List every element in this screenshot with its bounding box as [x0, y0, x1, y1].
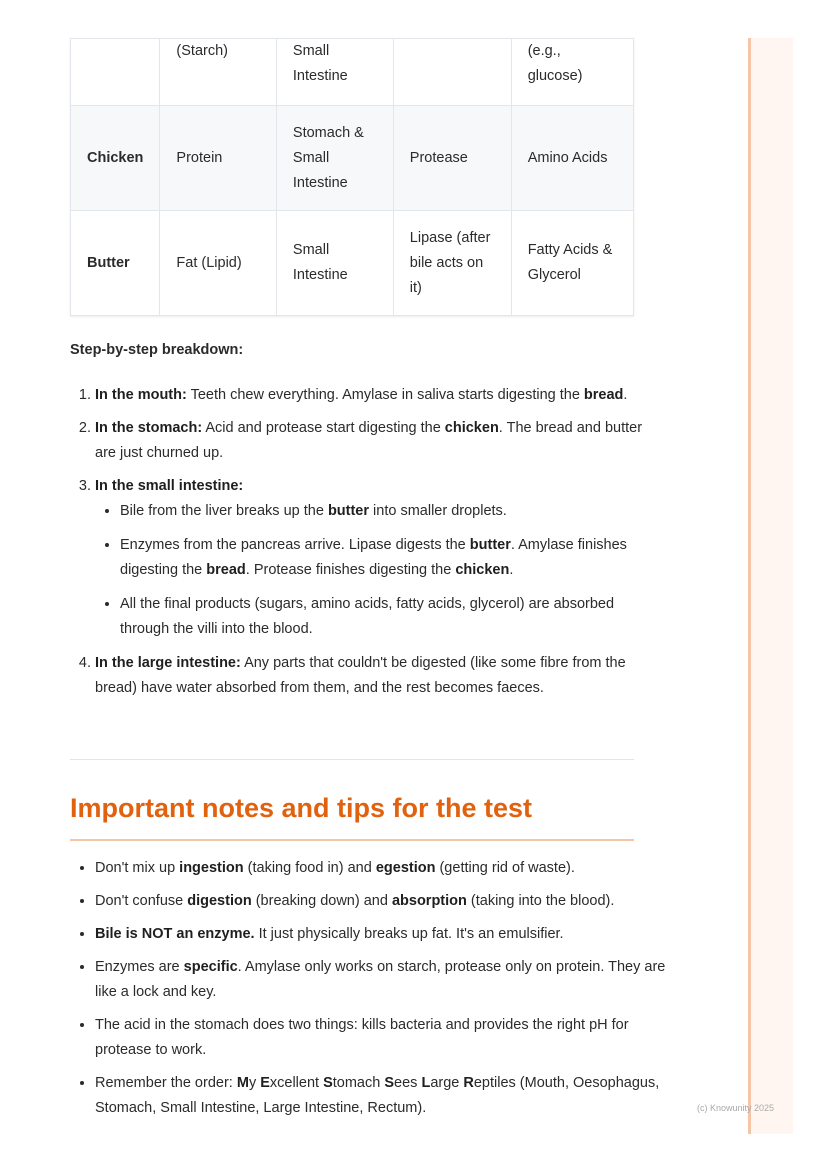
table-cell-food	[71, 39, 160, 106]
step-small-intestine	[95, 474, 665, 642]
page-side-strip	[748, 38, 793, 1134]
list-item	[95, 955, 675, 1005]
table-cell-enzyme: Lipase (after bile acts on it)	[393, 211, 511, 316]
breakdown-steps	[70, 383, 665, 709]
tip-text: eptiles	[473, 1075, 516, 1091]
mnemonic-letter: L	[421, 1075, 431, 1091]
table-cell-product: (e.g., glucose)	[511, 39, 633, 106]
table-cell-food: Chicken	[71, 106, 160, 211]
list-item	[95, 1071, 675, 1121]
step-bold: butter	[469, 537, 511, 553]
step-bold: bread	[206, 562, 246, 578]
tip-text: arge	[430, 1075, 464, 1091]
list-item	[95, 922, 675, 947]
tip-bold: absorption	[391, 893, 467, 909]
tip-text: (taking food in) and	[243, 860, 376, 876]
heading-underline	[70, 839, 634, 841]
tip-text: tomach	[332, 1075, 385, 1091]
step-stomach	[95, 416, 665, 466]
tip-text: (getting rid of waste).	[435, 860, 575, 876]
table-cell-nutrient: Protein	[160, 106, 276, 211]
tip-text: Don't mix up	[95, 860, 180, 876]
list-item	[95, 1013, 675, 1063]
tip-bold: ingestion	[179, 860, 244, 876]
list-item	[95, 889, 675, 914]
section-divider	[70, 759, 634, 760]
step-label: In the large intestine:	[95, 655, 241, 671]
mnemonic-letter: M	[236, 1075, 249, 1091]
table-cell-where: Small Intestine	[276, 39, 393, 106]
table-cell-enzyme	[393, 39, 511, 106]
step-label: In the stomach:	[95, 420, 203, 436]
mnemonic-letter: S	[384, 1075, 395, 1091]
tip-text: The acid in the stomach does two things: kills bacteria and provides the right pH for protease to work.	[95, 1017, 629, 1058]
step-text: Acid and protease start digesting the	[202, 420, 445, 436]
tip-bold: egestion	[375, 860, 436, 876]
tip-text: (breaking down) and	[251, 893, 392, 909]
mnemonic-letter: E	[260, 1075, 270, 1091]
tip-text: (Mouth, Oesophagus, Stomach, Small Intestine, Large Intestine, Rectum).	[95, 1075, 660, 1116]
table-row	[71, 39, 634, 106]
step-text: Teeth chew everything. Amylase in saliva starts digesting the	[186, 387, 584, 403]
mnemonic-letter: S	[323, 1075, 333, 1091]
list-item	[95, 856, 675, 881]
step-text: Enzymes from the pancreas arrive. Lipase digests the	[120, 537, 470, 553]
mnemonic-letter: R	[463, 1075, 474, 1091]
table-cell-where: Small Intestine	[276, 211, 393, 316]
table-cell-enzyme: Protease	[393, 106, 511, 211]
tip-bold: digestion	[187, 893, 252, 909]
step-bold: chicken	[444, 420, 499, 436]
tip-text: ees	[394, 1075, 422, 1091]
step-text: . Amylase finishes digesting the	[120, 537, 627, 578]
list-item	[120, 499, 665, 524]
table-cell-nutrient: Fat (Lipid)	[160, 211, 276, 316]
step-bold: chicken	[455, 562, 510, 578]
tip-bold: specific	[183, 959, 238, 975]
tip-text: It just physically breaks up fat. It's an emulsifier.	[254, 926, 564, 942]
tip-text: . Amylase only works on starch, protease only on protein. They are like a lock and key.	[95, 959, 666, 1000]
tip-text: y	[248, 1075, 261, 1091]
step-text: .	[623, 387, 628, 403]
table-cell-nutrient: (Starch)	[160, 39, 276, 106]
tips-heading: Important notes and tips for the test	[70, 793, 533, 823]
step-bold: butter	[327, 503, 370, 519]
table-cell-product: Amino Acids	[511, 106, 633, 211]
step-bold: bread	[583, 387, 624, 403]
tip-text: Remember the order:	[95, 1075, 237, 1091]
step-large-intestine	[95, 651, 665, 701]
tips-list	[70, 856, 675, 1129]
step-label: In the small intestine:	[95, 478, 244, 494]
step-label: In the mouth:	[95, 387, 187, 403]
list-item	[120, 592, 665, 642]
tip-text: (taking into the blood).	[466, 893, 615, 909]
step-text: All the final products (sugars, amino acids, fatty acids, glycerol) are absorbed through the villi into the blood.	[120, 596, 615, 637]
digestion-table	[70, 38, 634, 316]
table-row	[71, 106, 634, 211]
step-text: . The bread and butter are just churned up.	[95, 420, 643, 461]
table-row	[71, 211, 634, 316]
step-text: Bile from the liver breaks up the	[120, 503, 328, 519]
table-cell-food: Butter	[71, 211, 160, 316]
copyright-footer: (c) Knowunity 2025	[697, 1103, 775, 1113]
step-text: .	[509, 562, 514, 578]
small-intestine-substeps	[95, 499, 665, 642]
tip-text: xcellent	[269, 1075, 324, 1091]
step-text: into smaller droplets.	[369, 503, 507, 519]
tip-text: Don't confuse	[95, 893, 188, 909]
step-mouth	[95, 383, 665, 408]
step-text: Any parts that couldn't be digested (like some fibre from the bread) have water absorbed from them, and the rest becomes faeces.	[95, 655, 626, 696]
table-cell-product: Fatty Acids & Glycerol	[511, 211, 633, 316]
tip-text: Enzymes are	[95, 959, 184, 975]
tip-bold: Bile is NOT an enzyme.	[95, 926, 255, 942]
table-cell-where: Stomach & Small Intestine	[276, 106, 393, 211]
step-text: . Protease finishes digesting the	[245, 562, 456, 578]
list-item	[120, 533, 665, 583]
breakdown-heading: Step-by-step breakdown:	[70, 342, 244, 358]
